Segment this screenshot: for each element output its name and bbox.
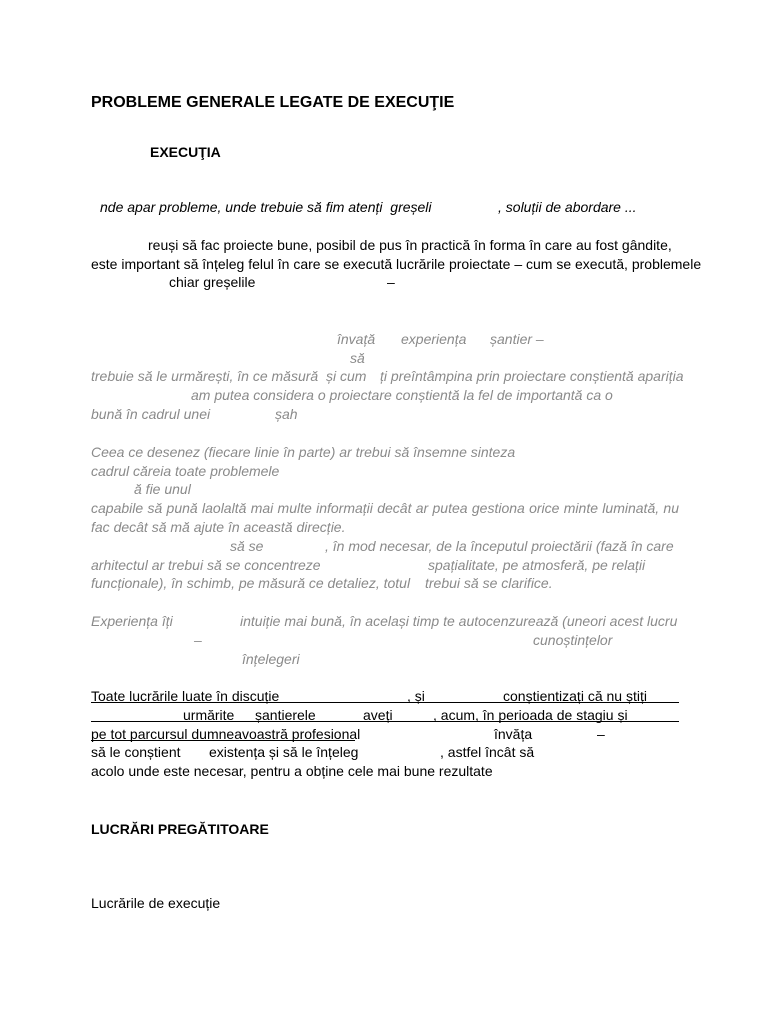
paragraph-text: – bbox=[597, 726, 605, 742]
paragraph-text: să le conștient bbox=[91, 744, 181, 760]
intro-text-a: nde apar probleme, unde trebuie să fim atenți greșeli bbox=[100, 199, 432, 215]
paragraph-line: – bbox=[387, 274, 395, 290]
grey-text: învață bbox=[337, 331, 376, 347]
paragraph-line: chiar greșelile bbox=[169, 274, 256, 290]
grey-text: arhitectul ar trebui să se concentreze bbox=[91, 557, 321, 573]
grey-text: să bbox=[350, 350, 365, 366]
underlined-text: , acum, în perioada de stagiu și bbox=[433, 707, 628, 723]
underlined-text: aveți bbox=[363, 707, 393, 723]
paragraph-text: acolo unde este necesar, pentru a obține cele mai bune rezultate bbox=[91, 763, 493, 779]
grey-text: ă fie unul bbox=[134, 481, 191, 497]
grey-text: cadrul căreia toate problemele bbox=[91, 463, 280, 479]
grey-text: am putea considera o proiectare conștientă la fel de importantă ca o bbox=[191, 387, 613, 403]
document-title: PROBLEME GENERALE LEGATE DE EXECUŢIE bbox=[91, 94, 455, 111]
section-heading-lucrari: LUCRĂRI PREGĂTITOARE bbox=[91, 821, 269, 837]
underlined-text: conștientizați că nu știți bbox=[503, 688, 647, 704]
underlined-text: pe tot parcursul dumneavoastră profesional bbox=[91, 726, 361, 742]
grey-text: spațialitate, pe atmosferă, pe relații bbox=[428, 557, 646, 573]
underlined-text: , și bbox=[407, 688, 425, 704]
underlined-text: Toate lucrările luate în discuție bbox=[91, 688, 280, 704]
underlined-text: urmărite bbox=[183, 707, 235, 723]
grey-text: – bbox=[194, 632, 202, 648]
grey-text: ți preîntâmpina prin proiectare conștientă apariția bbox=[380, 368, 684, 384]
section-heading-executia: EXECUŢIA bbox=[150, 144, 221, 160]
grey-text: bună în cadrul unei bbox=[91, 406, 211, 422]
grey-text: , în mod necesar, de la începutul proiectării (fază în care bbox=[325, 538, 674, 554]
intro-text-b: , soluții de abordare ... bbox=[498, 199, 637, 215]
underline-rule bbox=[91, 740, 355, 741]
paragraph-text: învăța bbox=[494, 726, 533, 742]
grey-text: capabile să pună laolaltă mai multe informații decât ar putea gestiona orice minte luminată, nu bbox=[91, 500, 679, 516]
grey-text: cunoștințelor bbox=[533, 632, 613, 648]
grey-text: experiența bbox=[401, 331, 467, 347]
paragraph-text: existența și să le înțeleg bbox=[209, 744, 359, 760]
underline-rule bbox=[91, 702, 679, 703]
paragraph-text: , astfel încât să bbox=[440, 744, 535, 760]
paragraph-line: este important să înțeleg felul în care se execută lucrările proiectate – cum se execută, problemele bbox=[91, 256, 702, 272]
paragraph-line: reuși să fac proiecte bune, posibil de pus în practică în forma în care au fost gândite, bbox=[148, 237, 672, 253]
grey-text: fac decât să mă ajute în această direcție. bbox=[91, 519, 346, 535]
grey-text: funcționale), în schimb, pe măsură ce detaliez, totul bbox=[91, 575, 411, 591]
grey-text: Ceea ce desenez (fiecare linie în parte) ar trebui să însemne sinteza bbox=[91, 444, 516, 460]
underline-rule bbox=[91, 721, 679, 722]
grey-text: intuiție mai bună, în același timp te autocenzurează (uneori acest lucru bbox=[240, 613, 678, 629]
grey-text: Experiența îți bbox=[91, 613, 173, 629]
paragraph-text: Lucrările de execuție bbox=[91, 895, 221, 911]
grey-text: să se bbox=[230, 538, 264, 554]
grey-text: șah bbox=[275, 406, 298, 422]
grey-text: înțelegeri bbox=[242, 651, 300, 667]
underlined-text: șantierele bbox=[255, 707, 316, 723]
grey-text: trebuie să le urmărești, în ce măsură și cum bbox=[91, 368, 367, 384]
grey-text: trebui să se clarifice. bbox=[425, 575, 553, 591]
grey-text: șantier – bbox=[490, 331, 544, 347]
